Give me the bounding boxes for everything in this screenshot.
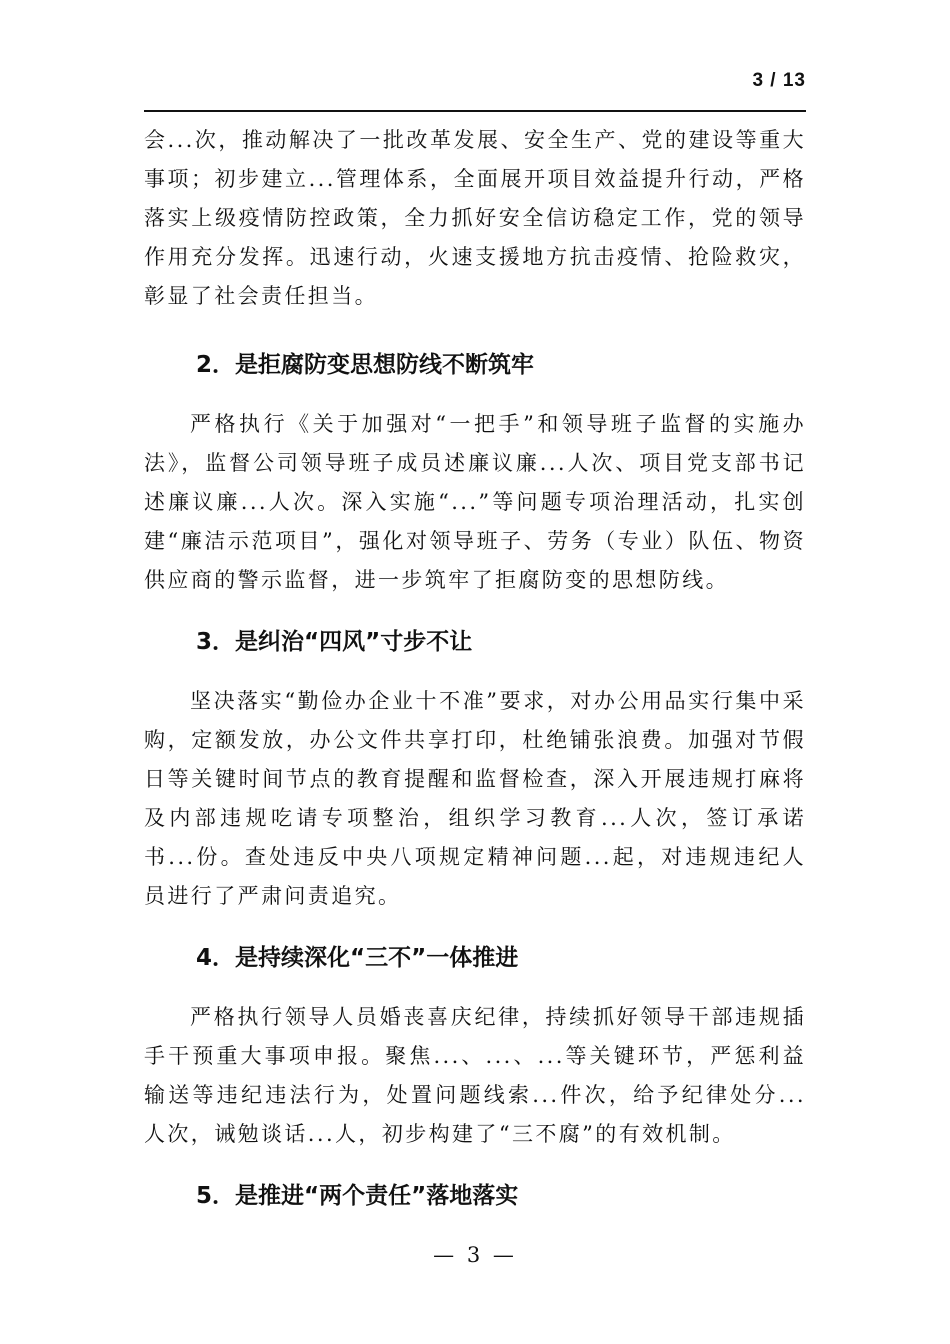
section-paragraph-2: 严格执行《关于加强对“一把手”和领导班子监督的实施办法》，监督公司领导班子成员述廉议廉...人次、项目党支部书记述廉议廉...人次。深入实施“...”等问题专项治理活动，扎实创建“廉洁示范项目”，强化对领导班子、劳务（专业）队伍、物资供应商的警示监督，进一步筑牢了拒腐防变的思想防线。 <box>144 412 806 592</box>
header-rule <box>144 110 806 112</box>
document-body <box>144 121 806 1216</box>
page-footer-number: — 3 — <box>433 1243 517 1267</box>
section-heading-2: 2．是拒腐防变思想防线不断筑牢 <box>196 352 535 378</box>
page-indicator: 3 / 13 <box>752 70 806 91</box>
section-paragraph-3: 坚决落实“勤俭办企业十不准”要求，对办公用品实行集中采购，定额发放，办公文件共享打印，杜绝铺张浪费。加强对节假日等关键时间节点的教育提醒和监督检查，深入开展违规打麻将及内部违规吃请专项整治，组织学习教育...人次，签订承诺书...份。查处违反中央八项规定精神问题...起，对违规违纪人员进行了严肃问责追究。 <box>144 689 806 908</box>
section-heading-4: 4．是持续深化“三不”一体推进 <box>196 945 519 971</box>
section-heading-3: 3．是纠治“四风”寸步不让 <box>196 629 473 655</box>
section-heading-5: 5．是推进“两个责任”落地落实 <box>196 1183 519 1209</box>
intro-paragraph: 会...次，推动解决了一批改革发展、安全生产、党的建设等重大事项；初步建立...管理体系，全面展开项目效益提升行动，严格落实上级疫情防控政策，全力抓好安全信访稳定工作，党的领导作用充分发挥。迅速行动，火速支援地方抗击疫情、抢险救灾，彰显了社会责任担当。 <box>144 128 806 308</box>
section-paragraph-4: 严格执行领导人员婚丧喜庆纪律，持续抓好领导干部违规插手干预重大事项申报。聚焦...、...、...等关键环节，严惩利益输送等违纪违法行为，处置问题线索...件次，给予纪律处分...人次，诫勉谈话...人，初步构建了“三不腐”的有效机制。 <box>144 1005 806 1146</box>
